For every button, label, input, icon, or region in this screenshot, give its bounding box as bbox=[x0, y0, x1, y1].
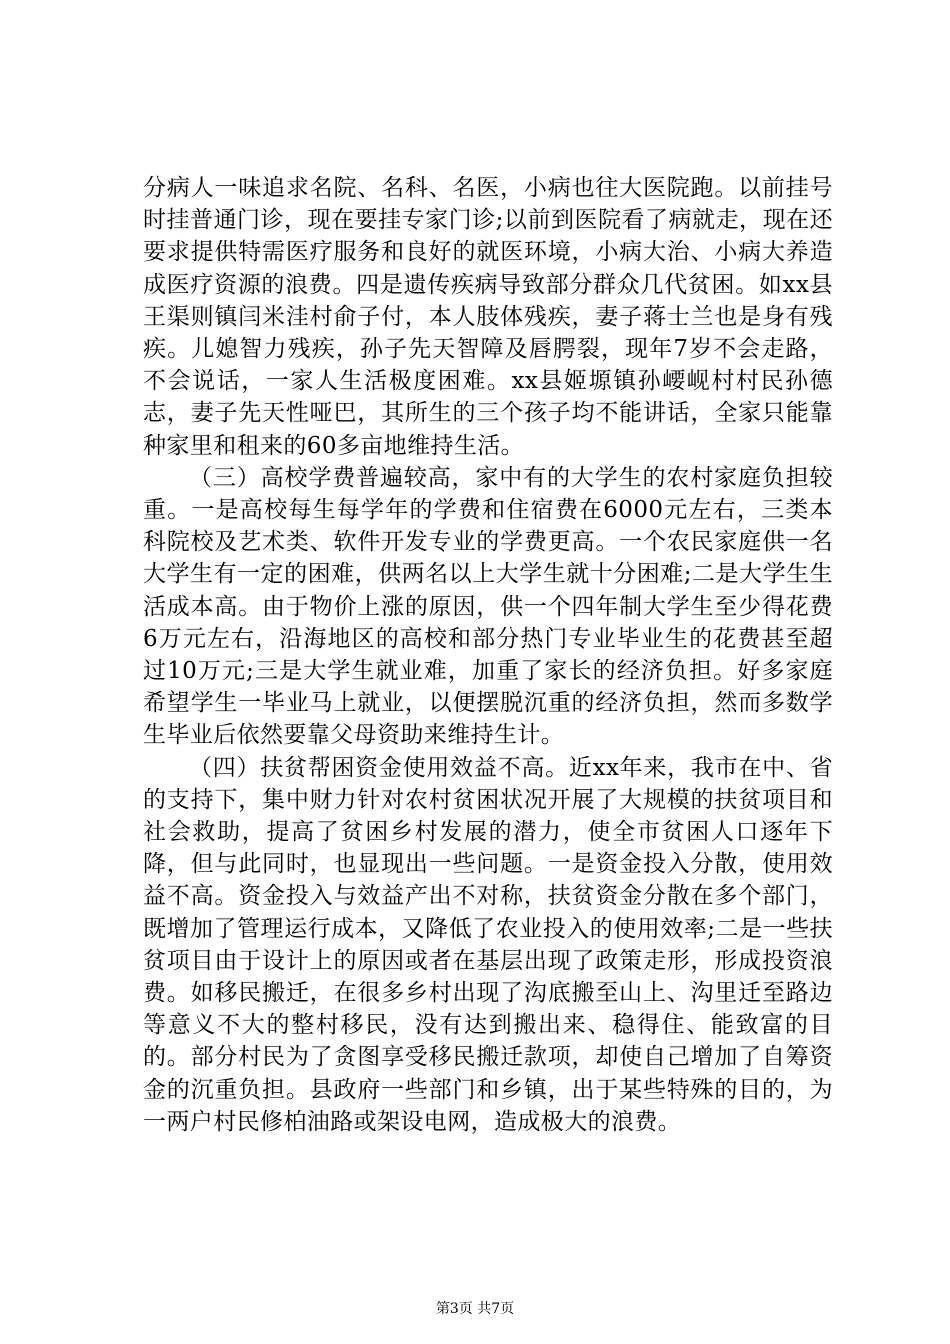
paragraph-section-four: （四）扶贫帮困资金使用效益不高。近xx年来，我市在中、省的支持下，集中财力针对农村贫困状况开展了大规模的扶贫项目和社会救助，提高了贫困乡村发展的潜力，使全市贫困人口逐年下降，但与此同时，也显现出一些问题。一是资金投入分散，使用效益不高。资金投入与效益产出不对称，扶贫资金分散在多个部门，既增加了管理运行成本，又降低了农业投入的使用效率;二是一些扶贫项目由于设计上的原因或者在基层出现了政策走形，形成投资浪费。如移民搬迁，在很多乡村出现了沟底搬至山上、沟里迁至路边等意义不大的整村移民，没有达到搬出来、稳得住、能致富的目的。部分村民为了贪图享受移民搬迁款项，却使自己增加了自筹资金的沉重负担。县政府一些部门和乡镇，出于某些特殊的目的，为一两户村民修柏油路或架设电网，造成极大的浪费。 bbox=[143, 754, 833, 1135]
document-body bbox=[143, 172, 833, 1138]
paragraph-continuation: 分病人一味追求名院、名科、名医，小病也往大医院跑。以前挂号时挂普通门诊，现在要挂专家门诊;以前到医院看了病就走，现在还要求提供特需医疗服务和良好的就医环境，小病大治、小病大养造成医疗资源的浪费。四是遗传疾病导致部分群众几代贫困。如xx县王渠则镇闫米洼村俞子付，本人肢体残疾，妻子蒋士兰也是身有残疾。儿媳智力残疾，孙子先天智障及唇腭裂，现年7岁不会走路，不会说话，一家人生活极度困难。xx县姬塬镇孙崾岘村村民孙德志，妻子先天性哑巴，其所生的三个孩子均不能讲话，全家只能靠种家里和租来的60多亩地维持生活。 bbox=[143, 175, 833, 459]
page-number-footer: 第3页 共7页 bbox=[435, 1301, 515, 1317]
paragraph-section-three: （三）高校学费普遍较高，家中有的大学生的农村家庭负担较重。一是高校每生每学年的学费和住宿费在6000元左右，三类本科院校及艺术类、软件开发专业的学费更高。一个农民家庭供一名大学生有一定的困难，供两名以上大学生就十分困难;二是大学生生活成本高。由于物价上涨的原因，供一个四年制大学生至少得花费6万元左右，沿海地区的高校和部分热门专业毕业生的花费甚至超过10万元;三是大学生就业难，加重了家长的经济负担。好多家庭希望学生一毕业马上就业，以便摆脱沉重的经济负担，然而多数学生毕业后依然要靠父母资助来维持生计。 bbox=[143, 464, 833, 749]
